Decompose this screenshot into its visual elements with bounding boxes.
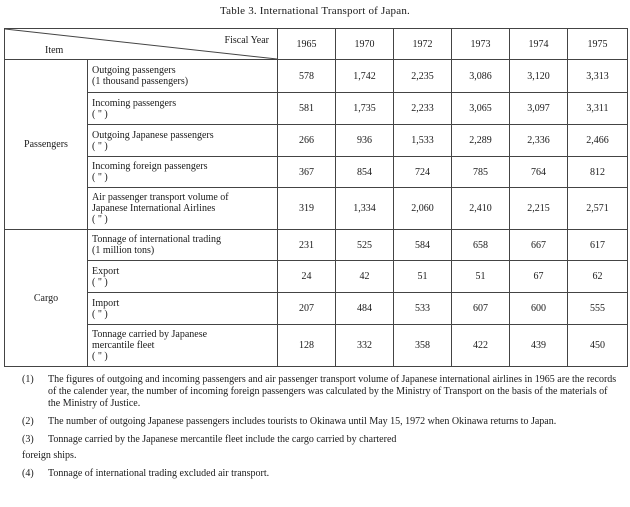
table-cell: 555 [568,293,628,325]
year-header: 1975 [568,29,628,60]
table-cell: 3,086 [452,60,510,93]
header-row [5,29,628,60]
footnotes [22,374,622,486]
table-cell: 2,336 [510,125,568,157]
table-cell: 128 [278,325,336,367]
table-cell: 42 [336,261,394,293]
table-row [5,261,628,293]
row-label: Air passenger transport volume of Japanese International Airlines ( " ) [88,188,278,230]
table-cell: 607 [452,293,510,325]
table-cell: 2,571 [568,188,628,230]
table-cell: 764 [510,157,568,188]
table-cell: 2,235 [394,60,452,93]
footnote [22,434,622,446]
table-cell: 584 [394,230,452,261]
table-cell: 3,311 [568,93,628,125]
table-row [5,188,628,230]
group-label-passengers: Passengers [5,60,88,230]
table-cell: 2,289 [452,125,510,157]
table-cell: 533 [394,293,452,325]
year-header: 1970 [336,29,394,60]
fiscal-year-label: Fiscal Year [224,35,269,46]
footnote-marker: (1) [22,374,34,385]
table-row [5,293,628,325]
table-cell: 3,313 [568,60,628,93]
item-label: Item [45,45,64,56]
footnote-continuation: foreign ships. [22,450,77,461]
footnote-marker: (2) [22,416,34,427]
table-cell: 3,065 [452,93,510,125]
table-cell: 24 [278,261,336,293]
footnote [22,374,622,410]
group-label-cargo: Cargo [5,230,88,367]
table-cell: 450 [568,325,628,367]
table-title: Table 3. International Transport of Japan. [219,5,410,17]
footnote [22,416,622,428]
table-cell: 439 [510,325,568,367]
footnote-marker: (4) [22,468,34,479]
table-cell: 62 [568,261,628,293]
row-label: Import ( " ) [88,293,278,325]
table-cell: 319 [278,188,336,230]
table-cell: 1,533 [394,125,452,157]
table-row [5,93,628,125]
table-cell: 1,334 [336,188,394,230]
table-cell: 724 [394,157,452,188]
table-row [5,60,628,93]
table-cell: 3,120 [510,60,568,93]
table-cell: 785 [452,157,510,188]
footnote [22,468,622,480]
table-cell: 667 [510,230,568,261]
table-cell: 1,742 [336,60,394,93]
table-cell: 484 [336,293,394,325]
year-header: 1974 [510,29,568,60]
table-cell: 658 [452,230,510,261]
year-header: 1972 [394,29,452,60]
footnote-text: The number of outgoing Japanese passengers includes tourists to Okinawa until May 15, 1972 when Okinawa returns to Japan. [48,416,557,427]
row-label: Incoming foreign passengers ( " ) [88,157,278,188]
footnote-text: Tonnage carried by the Japanese mercantile fleet include the cargo carried by chartered [48,434,397,445]
table-cell: 2,466 [568,125,628,157]
table-cell: 2,215 [510,188,568,230]
table-cell: 332 [336,325,394,367]
table-cell: 617 [568,230,628,261]
table-cell: 67 [510,261,568,293]
table-cell: 266 [278,125,336,157]
table-cell: 936 [336,125,394,157]
year-header: 1965 [278,29,336,60]
table-cell: 854 [336,157,394,188]
table-cell: 578 [278,60,336,93]
table-cell: 367 [278,157,336,188]
year-header: 1973 [452,29,510,60]
footnote-text: Tonnage of international trading excluded air transport. [48,468,270,479]
table-row [5,325,628,367]
table-cell: 525 [336,230,394,261]
table-cell: 51 [452,261,510,293]
table-cell: 358 [394,325,452,367]
table-cell: 231 [278,230,336,261]
transport-table [4,28,628,367]
footnote-marker: (3) [22,434,34,445]
table-cell: 1,735 [336,93,394,125]
table-cell: 2,233 [394,93,452,125]
row-label: Incoming passengers ( " ) [88,93,278,125]
table-row [5,157,628,188]
table-cell: 2,410 [452,188,510,230]
table-cell: 812 [568,157,628,188]
table-row [5,125,628,157]
table-cell: 207 [278,293,336,325]
table-cell: 581 [278,93,336,125]
row-label: Export ( " ) [88,261,278,293]
table-row [5,230,628,261]
table-cell: 51 [394,261,452,293]
table-cell: 600 [510,293,568,325]
table-cell: 3,097 [510,93,568,125]
row-label: Outgoing Japanese passengers ( " ) [88,125,278,157]
row-label: Outgoing passengers (1 thousand passengers) [88,60,278,93]
header-diagonal-cell [5,29,278,60]
row-label: Tonnage carried by Japanese mercantile fleet ( " ) [88,325,278,367]
row-label: Tonnage of international trading (1 million tons) [88,230,278,261]
footnote-text: The figures of outgoing and incoming passengers and air passenger transport volume of Japanese international airlines in 1965 are the records of the calender year, the number of incoming foreign passengers was calculated by the Ministry of Transport on the basis of the materials of the Ministry of Justice. [48,374,617,409]
table-cell: 2,060 [394,188,452,230]
table-cell: 422 [452,325,510,367]
